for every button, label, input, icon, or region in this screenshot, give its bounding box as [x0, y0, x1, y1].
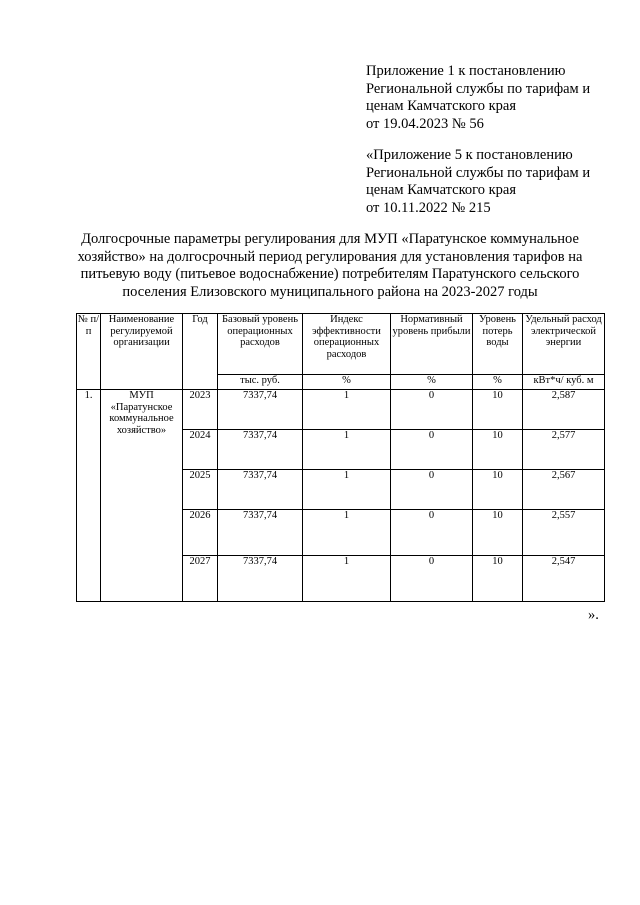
header-profit-level: Нормативный уровень прибыли: [391, 314, 473, 375]
cell-index: 1: [303, 510, 391, 556]
document-title: [40, 231, 620, 301]
cell-base: 7337,74: [218, 510, 303, 556]
appendix-5-reference: [366, 147, 626, 217]
cell-index: 1: [303, 430, 391, 470]
unit-profit: %: [391, 375, 473, 390]
cell-energy: 2,557: [523, 510, 605, 556]
row-number: 1.: [77, 390, 101, 602]
cell-index: 1: [303, 556, 391, 602]
title-line: Долгосрочные параметры регулирования для МУП «Паратунское коммунальное: [81, 231, 579, 247]
cell-profit: 0: [391, 510, 473, 556]
cell-energy: 2,547: [523, 556, 605, 602]
cell-losses: 10: [473, 510, 523, 556]
header-row: [77, 314, 605, 375]
appendix-1-reference: [366, 63, 626, 133]
unit-losses: %: [473, 375, 523, 390]
cell-year: 2025: [183, 470, 218, 510]
header-number: № п/п: [77, 314, 101, 390]
cell-losses: 10: [473, 390, 523, 430]
cell-losses: 10: [473, 556, 523, 602]
cell-energy: 2,567: [523, 470, 605, 510]
cell-base: 7337,74: [218, 390, 303, 430]
appendix-5-line: Региональной службы по тарифам и: [366, 164, 591, 181]
cell-index: 1: [303, 470, 391, 510]
table-row: [77, 390, 605, 430]
cell-profit: 0: [391, 390, 473, 430]
appendix-5-line: ценам Камчатского края: [366, 182, 517, 198]
cell-losses: 10: [473, 470, 523, 510]
cell-energy: 2,587: [523, 390, 605, 430]
cell-energy: 2,577: [523, 430, 605, 470]
title-line: питьевую воду (питьевое водоснабжение) потребителям Паратунского сельского: [80, 266, 580, 282]
closing-quote: ».: [588, 607, 599, 623]
header-year: Год: [183, 314, 218, 390]
parameters-table: [76, 313, 605, 602]
cell-base: 7337,74: [218, 470, 303, 510]
organization-name: МУП «Паратунское коммунальное хозяйство»: [101, 390, 183, 602]
header-water-losses: Уровень потерь воды: [473, 314, 523, 375]
cell-year: 2026: [183, 510, 218, 556]
cell-base: 7337,74: [218, 430, 303, 470]
header-energy-consumption: Удельный расход электрической энергии: [523, 314, 605, 375]
appendix-1-line: ценам Камчатского края: [366, 98, 517, 114]
unit-energy: кВт*ч/ куб. м: [523, 375, 605, 390]
cell-profit: 0: [391, 556, 473, 602]
cell-year: 2027: [183, 556, 218, 602]
unit-index: %: [303, 375, 391, 390]
appendix-1-line: Региональной службы по тарифам и: [366, 80, 591, 97]
cell-year: 2023: [183, 390, 218, 430]
cell-base: 7337,74: [218, 556, 303, 602]
appendix-1-line: от 19.04.2023 № 56: [366, 115, 484, 132]
cell-losses: 10: [473, 430, 523, 470]
appendix-5-line: «Приложение 5 к постановлению: [366, 147, 573, 163]
header-base-expenses: Базовый уровень операционных расходов: [218, 314, 303, 375]
cell-index: 1: [303, 390, 391, 430]
title-line: поселения Елизовского муниципального района на 2023-2027 годы: [122, 283, 538, 300]
appendix-5-line: от 10.11.2022 № 215: [366, 199, 491, 216]
cell-profit: 0: [391, 470, 473, 510]
header-efficiency-index: Индекс эффективности операционных расходов: [303, 314, 391, 375]
title-line: хозяйство» на долгосрочный период регулирования для установления тарифов на: [77, 248, 583, 265]
cell-year: 2024: [183, 430, 218, 470]
cell-profit: 0: [391, 430, 473, 470]
unit-base: тыс. руб.: [218, 375, 303, 390]
appendix-1-line: Приложение 1 к постановлению: [366, 63, 566, 79]
header-organization: Наименование регулируемой организации: [101, 314, 183, 390]
